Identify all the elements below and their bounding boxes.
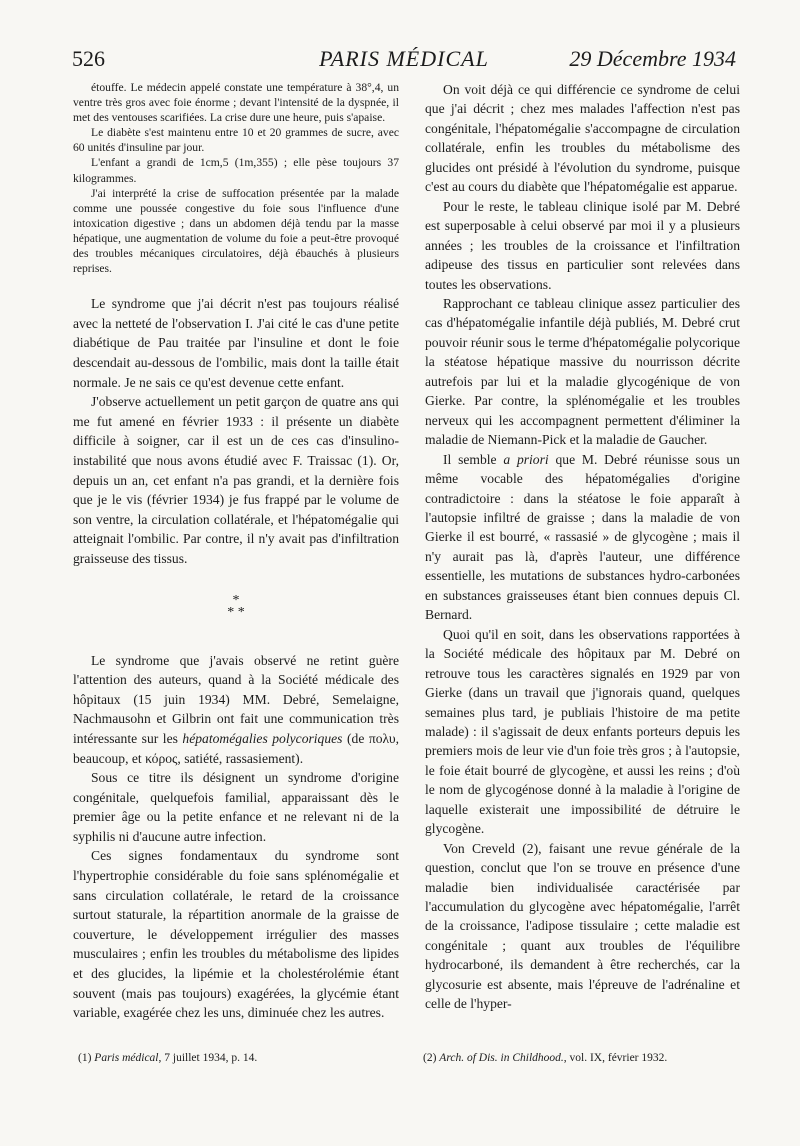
issue-date: 29 Décembre 1934 — [569, 46, 736, 71]
running-header — [72, 46, 736, 80]
footnote-2 — [423, 1052, 667, 1064]
main-text-block-1 — [73, 294, 399, 568]
paragraph: Le syndrome que j'ai décrit n'est pas toujours réalisé avec la netteté de l'observation I. J'ai cité le cas d'une petite diabétique de Pau traitée par l'insuline et dont le foie descendait au-dessous de l'ombilic, mais dont la taille était normale. Je ne sais ce qu'est devenue cette enfant. — [73, 296, 399, 390]
footnote-source: Paris médical — [94, 1052, 159, 1064]
emphasis-term: hépatomégalies polycoriques — [182, 730, 343, 746]
paragraph — [73, 651, 399, 769]
paragraph: L'enfant a grandi de 1cm,5 (1m,355) ; elle pèse toujours 37 kilogrammes. — [73, 156, 399, 185]
asterism-bottom: * * — [227, 604, 245, 620]
emphasis-term: a priori — [503, 451, 549, 467]
paragraph: J'observe actuellement un petit garçon de quatre ans qui me fut amené en février 1933 : il présente un diabète difficile à soigner, car il est un de ces cas d'insulino-instabilité que nous avons étudié avec F. Traissac (1). Or, depuis un an, cet enfant n'a pas grandi, et la dernière fois que je le vis (février 1934) je fus frappé par le volume de son ventre, la circulation collatérale, et l'hépatomégalie qui atteignait l'ombilic. Par contre, il n'y avait pas d'infiltration graisseuse des tissus. — [73, 394, 399, 566]
page-number: 526 — [72, 46, 105, 71]
footnote-marker: (2) — [423, 1052, 437, 1064]
text-run: que M. Debré réunisse sous un même vocable des hépatomégalies d'origine contradictoire : dans la stéatose le foie apparaît à l'autopsie infiltré de graisse ; dans la maladie de von Gierke il est bourré, « rassasié » de glycogène ; mais il n'y aurait pas là, d'après l'auteur, une différence essentielle, les mutations de substances hydro-carbonées en substances graisseuses étant bien connues depuis Cl. Bernard. — [425, 451, 740, 623]
paragraph: Le diabète s'est maintenu entre 10 et 20 grammes de sucre, avec 60 unités d'insuline par jour. — [73, 126, 399, 155]
text-run: (de πολυ, beaucoup, et κόρος, satiété, rassasiement). — [73, 730, 400, 766]
paragraph: Ces signes fondamentaux du syndrome sont l'hypertrophie considérable du foie sans splénomégalie et sans circulation collatérale, le retard de la croissance surtout staturale, la répartition anormale de la graisse de couverture, le développement irrégulier des masses musculaires ; enfin les troubles du métabolisme des lipides et des glucides, la lipémie et la cholestérolémie étant souvent (mais pas toujours) exagérées, la glycémie étant variable, exagérée chez les uns, diminuée chez les autres. — [73, 848, 399, 1021]
paragraph: Quoi qu'il en soit, dans les observations rapportées à la Société médicale des hôpitaux par M. Debré on retrouve tous les caractères signalés en 1929 par von Gierke (dans un travail que j'ignorais quand, quelques semaines plus tard, je publiais l'histoire de ma petite malade) : il s'agissait de deux enfants porteurs depuis les premiers mois de leur vie d'un foie très gros ; à l'autopsie, le foie était bourré de glycogène, et aussi les reins ; d'où le nom de glycogénose donné à la maladie à l'origine de laquelle existerait une impossibilité de détruire le glycogène. — [425, 626, 740, 837]
journal-title: PARIS MÉDICAL — [319, 46, 489, 71]
paragraph: Pour le reste, le tableau clinique isolé par M. Debré est superposable à celui observé par moi il y a plusieurs années ; les troubles de la croissance et l'infiltration adipeuse des tissus en particulier sont relevées dans toutes les observations. — [425, 198, 740, 292]
paragraph: Rapprochant ce tableau clinique assez particulier des cas d'hépatomégalie infantile déjà publiés, M. Debré crut pouvoir réunir sous le terme d'hépatomégalie polycorique la stéatose hépatique massive du nourrisson décrite autrefois par lui et la maladie glycogénique de von Gierke. Par contre, la splénomégalie et les troubles nerveux qui les accompagnent permettent d'éliminer la maladie de Niemann-Pick et la maladie de Gaucher. — [425, 295, 740, 448]
main-text-block-2 — [73, 651, 399, 1023]
footnote-source: Arch. of Dis. in Childhood. — [439, 1052, 564, 1064]
left-column — [73, 80, 399, 1023]
right-column — [425, 80, 740, 1014]
paragraph: On voit déjà ce qui différencie ce syndrome de celui que j'ai décrit ; chez mes malades l'affection n'est pas congénitale, l'hépatomégalie s'accompagne de circulation collatérale, enfin les troubles du métabolisme des glucides ont présidé à l'évolution du syndrome, puisque c'est au cours du diabète que l'hépatomégalie est apparue. — [425, 82, 740, 195]
asterism-top: * — [232, 592, 240, 608]
paragraph: étouffe. Le médecin appelé constate une température à 38°,4, un ventre très gros avec foie énorme ; devant l'intensité de la dyspnée, il met des ventouses scarifiées. La crise dure une heure, puis s'apaise. — [73, 81, 399, 125]
footnote-detail: , 7 juillet 1934, p. 14. — [158, 1052, 258, 1064]
footnote-marker: (1) — [78, 1052, 92, 1064]
footnote-detail: , vol. IX, février 1932. — [563, 1052, 668, 1064]
section-separator — [73, 592, 399, 620]
right-text-block — [425, 80, 740, 1014]
text-run: Il semble — [443, 451, 497, 467]
observation-continuation — [73, 80, 399, 276]
paragraph: Von Creveld (2), faisant une revue générale de la question, conclut que l'on se trouve en présence d'une maladie bien individualisée caractérisée par l'accumulation du glycogène avec hépatomégalie, l'arrêt de la croissance, l'adipose tissulaire ; cette maladie est congénitale ; quant aux troubles de l'équilibre hydrocarboné, ils demandent à être recherchés, car la glycosurie est absente, mais l'épreuve de l'adrénaline et celle de l'hyper- — [425, 840, 740, 1012]
paragraph: Sous ce titre ils désignent un syndrome d'origine congénitale, quelquefois familial, apparaissant dès le premier âge ou la petite enfance et ne relevant ni de la syphilis ni d'aucune autre infection. — [73, 770, 399, 844]
paragraph — [425, 450, 740, 625]
text-run: Le syndrome que j'avais observé ne retint guère l'attention des auteurs, quand à la Société médicale des hôpitaux (15 juin 1934) MM. Debré, Semelaigne, Nachmausohn et Gilbrin ont fait une communication très intéressante sur les — [73, 652, 399, 746]
paragraph: J'ai interprété la crise de suffocation présentée par la malade comme une poussée congestive du foie sous l'influence d'une intoxication digestive ; dans un abdomen déjà tendu par la masse hépatique, une augmentation de volume du foie a peut-être provoqué des troubles mécaniques circulatoires, déjà ébauchés à plusieurs reprises. — [73, 186, 399, 276]
footnote-1 — [78, 1052, 257, 1064]
